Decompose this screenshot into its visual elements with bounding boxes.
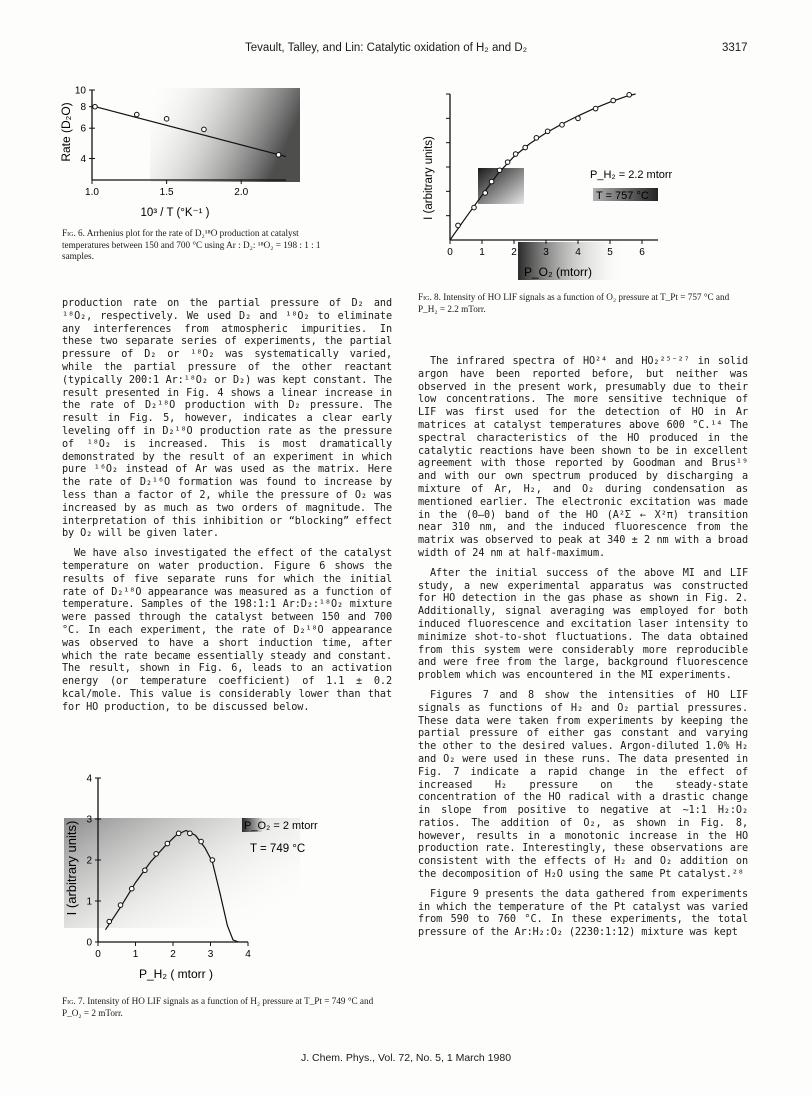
x-tick-label: 1 <box>479 247 485 258</box>
right-paragraph-1: The infrared spectra of HO²⁴ and HO₂²⁵⁻²⁷ in solid argon have been reported before, but neither was observed in the present work, presumably due to their low concentrations. The more sensitive technique of LIF was first used for the detection of HO in Ar matrices at catalyst temperatures above 600 °C.¹⁴ The spectral characteristics of the HO produced in the catalytic reactions have been shown to be in excellent agreement with those reported by Goodman and Brus¹⁹ and with our own spectrum produced by discharging a mixture of Ar, H₂, and O₂ during condensation as mentioned earlier. The electronic excitation was made in the (0–0) band of the HO (A²Σ ← X²π) transition near 310 nm, and the induced fluorescence from the matrix was observed to peak at 340 ± 2 nm with a broad width of 24 nm at half-maximum. <box>418 356 748 559</box>
figure-8-caption-text: Intensity of HO LIF signals as a function of O₂ pressure at T_Pt = 757 °C and P_H₂ = 2.2 mTorr. <box>418 292 730 314</box>
data-point <box>276 153 281 158</box>
figure-7-ylabel: I (arbitrary units) <box>64 820 79 916</box>
x-tick-label: 1.5 <box>159 187 174 198</box>
x-tick-label: 0 <box>95 949 101 960</box>
figure-8-annotation-temperature: T = 757 °C <box>596 190 649 202</box>
figure-6-shading <box>150 88 300 182</box>
figure-7-xlabel: P_H₂ ( mtorr ) <box>139 967 213 981</box>
data-point <box>188 831 193 836</box>
y-tick-label: 4 <box>80 153 86 165</box>
figure-7-annotation-temperature: T = 749 °C <box>250 843 306 855</box>
right-paragraph-3: Figures 7 and 8 show the intensities of HO LIF signals as functions of H₂ and O₂ partial pressures. These data were taken from experiments by keeping the partial pressure of either gas constant and varying the other to the desired values. Argon-diluted 1.0% H₂ and O₂ were used in these runs. The data presented in Fig. 7 indicate a rapid change in the effect of increased H₂ pressure on the steady-state concentration of the HO radical with a drastic change in slope from positive to negative at ~1:1 H₂:O₂ ratios. The addition of O₂, as shown in Fig. 8, however, results in a monotonic increase in the HO production rate. Interestingly, these observations are consistent with the effects of H₂ and O₂ addition on the decomposition of H₂O using the same Pt catalyst.²⁸ <box>418 689 748 881</box>
y-tick-label: 0 <box>86 937 92 949</box>
x-tick-label: 6 <box>639 247 645 258</box>
data-point <box>523 145 528 150</box>
right-paragraph-2: After the initial success of the above MI and LIF study, a new experimental apparatus was constructed for HO detection in the gas phase as shown in Fig. 2. Additionally, signal averaging was employed for both induced fluorescence and excitation laser intensity to minimize shot-to-shot fluctuations. The data obtained from this system were considerably more reproducible and were free from the large, background fluorescence problem which was encountered in the MI experiments. <box>418 567 748 682</box>
figure-6-ylabel: Rate (D₂O) <box>59 102 73 162</box>
data-point <box>505 160 510 165</box>
data-point <box>513 152 518 157</box>
running-title: Tevault, Talley, and Lin: Catalytic oxidation of H₂ and D₂ <box>245 42 528 54</box>
figure-6-caption-text: Arrhenius plot for the rate of D₂¹⁸O production at catalyst temperatures between 150 and 700 °C using Ar : D₂: ¹⁸O₂ = 198 : 1 : 1 samples. <box>62 228 321 261</box>
data-point <box>576 116 581 121</box>
x-tick-label: 2 <box>511 247 517 258</box>
data-point <box>202 127 207 132</box>
data-point <box>489 179 494 184</box>
figure-6-caption-label: Fig. 6. <box>62 228 85 238</box>
x-tick-label: 1.0 <box>85 187 99 198</box>
x-tick-label: 4 <box>575 247 581 258</box>
x-tick-label: 2 <box>170 949 176 960</box>
data-point <box>611 98 616 103</box>
figure-6-caption <box>62 228 322 263</box>
data-point <box>134 112 139 117</box>
data-point <box>165 841 170 846</box>
figure-6-xlabel: 10³ / T (°K⁻¹ ) <box>140 207 210 219</box>
data-point <box>176 831 181 836</box>
figure-7-caption-label: Fig. 7. <box>62 996 85 1006</box>
figure-7-caption <box>62 996 392 1019</box>
left-paragraph-1: production rate on the partial pressure of D₂ and ¹⁸O₂, respectively. We used D₂ and ¹⁸O₂ to eliminate any interferences from atmospheric impurities. In these two separate series of experiments, the partial pressure of D₂ or ¹⁸O₂ was systematically varied, while the partial pressure of the other reactant (typically 200:1 Ar:¹⁸O₂ or D₂) was kept constant. The result presented in Fig. 4 shows a linear increase in the rate of D₂¹⁸O production with D₂ pressure. The result in Fig. 5, however, indicates a clear early leveling off in D₂¹⁸O production rate as the pressure of ¹⁸O₂ is increased. This is most dramatically demonstrated by the result of an experiment in which pure ¹⁶O₂ instead of Ar was used as the matrix. Here the rate of D₂¹⁶O formation was found to increase by less than a factor of 2, while the pressure of O₂ was increased by as much as two orders of magnitude. The interpretation of this inhibition or “blocking” effect by O₂ will be given later. <box>62 298 392 540</box>
data-point <box>107 919 112 924</box>
x-tick-label: 3 <box>543 247 549 258</box>
y-tick-label: 2 <box>86 855 92 867</box>
right-paragraph-4: Figure 9 presents the data gathered from experiments in which the temperature of the Pt catalyst was varied from 590 to 760 °C. In these experiments, the total pressure of the Ar:H₂:O₂ (2230:1:12) mixture was kept <box>418 888 748 939</box>
data-point <box>164 117 169 122</box>
figure-7-caption-text: Intensity of HO LIF signals as a function of H₂ pressure at T_Pt = 749 °C and P_O₂ = 2 mTorr. <box>62 996 374 1018</box>
left-paragraph-2: We have also investigated the effect of the catalyst temperature on water production. Figure 6 shows the results of five separate runs for which the initial rate of D₂¹⁸O appearance was measured as a function of temperature. Samples of the 198:1:1 Ar:D₂:¹⁸O₂ mixture were passed through the catalyst between 150 and 700 °C. In each experiment, the rate of D₂¹⁸O appearance was observed to have a short induction time, after which the rate became essentially steady and constant. The result, shown in Fig. 6, leads to an activation energy (or temperature coefficient) of 1.1 ± 0.2 kcal/mole. This value is considerably lower than that for HO production, to be discussed below. <box>62 548 392 713</box>
x-tick-label: 5 <box>607 247 613 258</box>
data-point <box>143 868 148 873</box>
figure-7-annotation-pressure: P_O₂ = 2 mtorr <box>244 820 318 832</box>
x-tick-label: 3 <box>207 949 214 960</box>
y-tick-label: 3 <box>86 814 92 826</box>
data-point <box>483 191 488 196</box>
figure-6-chart <box>50 82 310 222</box>
figure-8-caption-label: Fig. 8. <box>418 292 441 302</box>
figure-7-shading <box>64 818 300 928</box>
figure-8-ylabel: I (arbitrary units) <box>423 136 435 220</box>
x-tick-label: 0 <box>447 247 453 258</box>
data-point <box>497 168 502 173</box>
data-point <box>154 852 159 857</box>
y-tick-label: 1 <box>86 896 92 908</box>
page-number: 3317 <box>722 42 748 54</box>
x-tick-label: 4 <box>245 949 251 960</box>
figure-8-xlabel: P_O₂ (mtorr) <box>524 265 592 279</box>
x-tick-label: 1 <box>132 949 139 960</box>
y-tick-label: 6 <box>80 123 86 135</box>
figure-8-chart <box>418 88 678 280</box>
right-text-column <box>418 356 748 947</box>
data-point <box>472 205 477 210</box>
data-point <box>210 858 215 863</box>
x-tick-label: 2.0 <box>234 187 249 198</box>
fit-curve <box>450 94 636 240</box>
data-point <box>118 903 123 908</box>
left-text-column <box>62 298 392 722</box>
data-point <box>93 104 98 109</box>
journal-footer: J. Chem. Phys., Vol. 72, No. 5, 1 March 1980 <box>300 1052 512 1064</box>
running-header <box>0 42 812 60</box>
figure-8-annotation-pressure: P_H₂ = 2.2 mtorr <box>590 169 673 181</box>
data-point <box>199 839 204 844</box>
data-point <box>560 123 565 128</box>
figure-8-shading-box <box>478 168 524 204</box>
figure-8-caption <box>418 292 744 315</box>
data-point <box>627 93 632 98</box>
data-point <box>593 106 598 111</box>
data-point <box>534 136 539 141</box>
y-tick-label: 4 <box>86 773 92 785</box>
data-point <box>129 886 134 891</box>
data-point <box>545 129 550 134</box>
figure-7-chart <box>58 768 328 986</box>
y-tick-label: 10 <box>74 85 86 97</box>
y-tick-label: 8 <box>80 102 86 114</box>
data-point <box>456 223 461 228</box>
